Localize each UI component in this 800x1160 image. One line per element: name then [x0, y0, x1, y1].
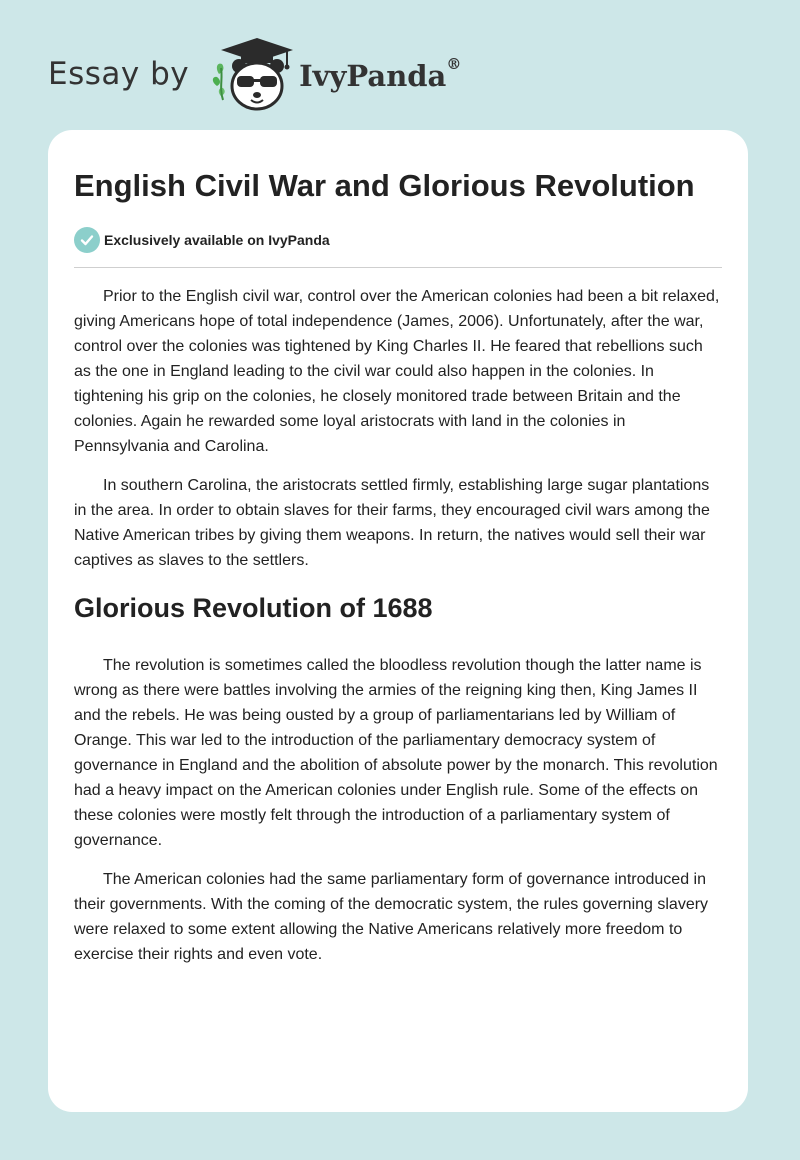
paragraph: The American colonies had the same parliamentary form of governance introduced in their governments. With the coming of the democratic system, the rules governing slavery were relaxed to some extent allowing the Native Americans relatively more freedom to exercise their rights and even vote. [74, 871, 709, 963]
exclusive-badge-label: Exclusively available on IvyPanda [104, 232, 330, 248]
checkmark-icon [74, 227, 100, 253]
exclusive-badge [74, 227, 722, 253]
site-header [48, 34, 461, 114]
essay-by-label: Essay by [48, 56, 190, 92]
article-content [74, 166, 722, 981]
registered-mark: ® [446, 55, 462, 74]
ivy-leaf-icon [213, 64, 225, 100]
section-heading: Glorious Revolution of 1688 [74, 593, 433, 623]
paragraph: In southern Carolina, the aristocrats settled firmly, establishing large sugar plantations in the area. In order to obtain slaves for their farms, they encouraged civil wars among the Native American tribes by giving them weapons. In return, the natives would sell their war captives as slaves to the settlers. [74, 477, 710, 569]
brand-name[interactable]: IvyPanda® [299, 55, 462, 93]
divider [74, 267, 722, 268]
paragraph: Prior to the English civil war, control over the American colonies had been a bit relaxed, giving Americans hope of total independence (James, 2006). Unfortunately, after the war, control over the colonies was tightened by King Charles II. He feared that rebellions such as the one in England leading to the civil war could also happen in the colonies. In tightening his grip on the colonies, he closely monitored trade between Britain and the colonies. Again he rewarded some loyal aristocrats with land in the colonies in Pennsylvania and Carolina. [74, 288, 720, 455]
panda-graduate-logo-icon[interactable] [207, 34, 295, 114]
paragraph: The revolution is sometimes called the bloodless revolution though the latter name is wrong as there were battles involving the armies of the reigning king then, King James II and the rebels. He was being ousted by a group of parliamentarians led by William of Orange. This war led to the introduction of the parliamentary democracy system of governance in England and the abolition of absolute power by the monarch. This revolution had a heavy impact on the American colonies under English rule. Some of the effects on these colonies were mostly felt through the introduction of a parliamentary system of governance. [74, 657, 718, 849]
article-title: English Civil War and Glorious Revolution [74, 168, 695, 203]
article-card [48, 130, 748, 1112]
